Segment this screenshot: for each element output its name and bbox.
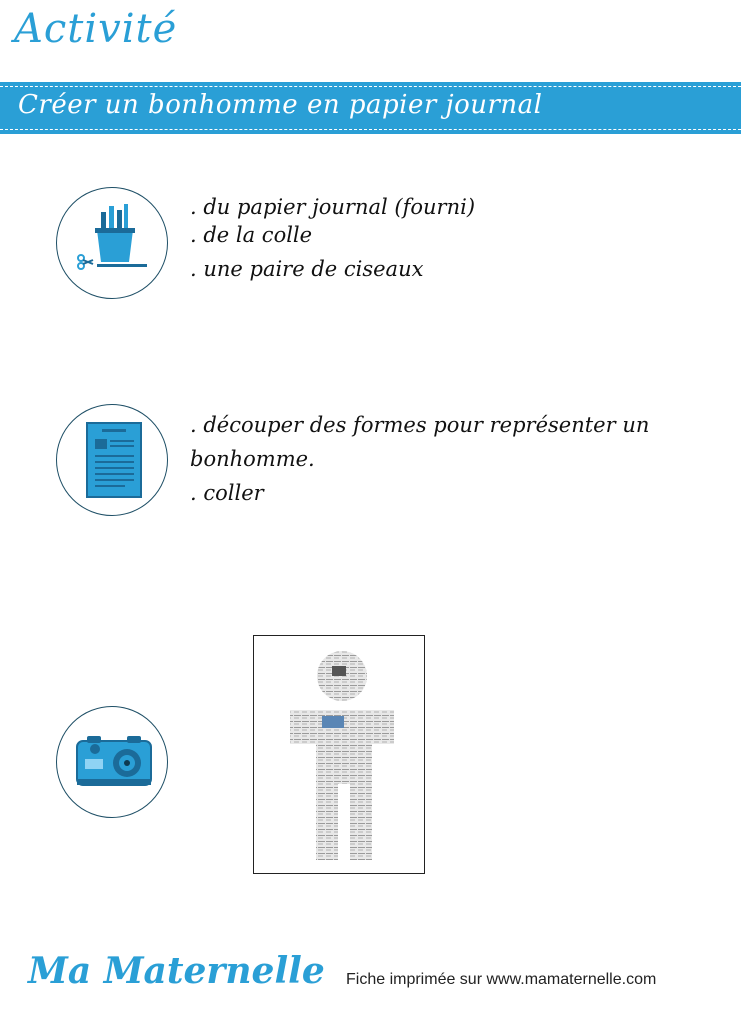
newspaper-figure-image: [254, 636, 423, 872]
document-icon: [57, 405, 169, 517]
camera-icon: [57, 707, 169, 819]
list-item: . coller: [190, 481, 264, 505]
list-item: . une paire de ciseaux: [190, 257, 424, 281]
list-item: . de la colle: [190, 223, 313, 247]
subtitle-banner: [0, 82, 741, 134]
activity-subtitle: Créer un bonhomme en papier journal: [18, 90, 543, 120]
list-item: bonhomme.: [190, 447, 315, 471]
materials-list: [190, 190, 475, 286]
photo-icon-circle: [56, 706, 168, 818]
result-photo: [253, 635, 425, 874]
footer-website-text: Fiche imprimée sur www.mamaternelle.com: [346, 971, 657, 988]
banner-dashed-line-bottom: [0, 129, 741, 130]
pencil-cup-icon: [57, 188, 169, 300]
ma-maternelle-logo: Ma Maternelle: [28, 950, 325, 992]
instructions-icon-circle: [56, 404, 168, 516]
materials-icon-circle: [56, 187, 168, 299]
page-title: Activité: [14, 6, 178, 52]
list-item: . découper des formes pour représenter un: [190, 413, 650, 437]
banner-dashed-line-top: [0, 86, 741, 87]
list-item: . du papier journal (fourni): [190, 195, 476, 219]
instructions-list: [190, 408, 649, 510]
